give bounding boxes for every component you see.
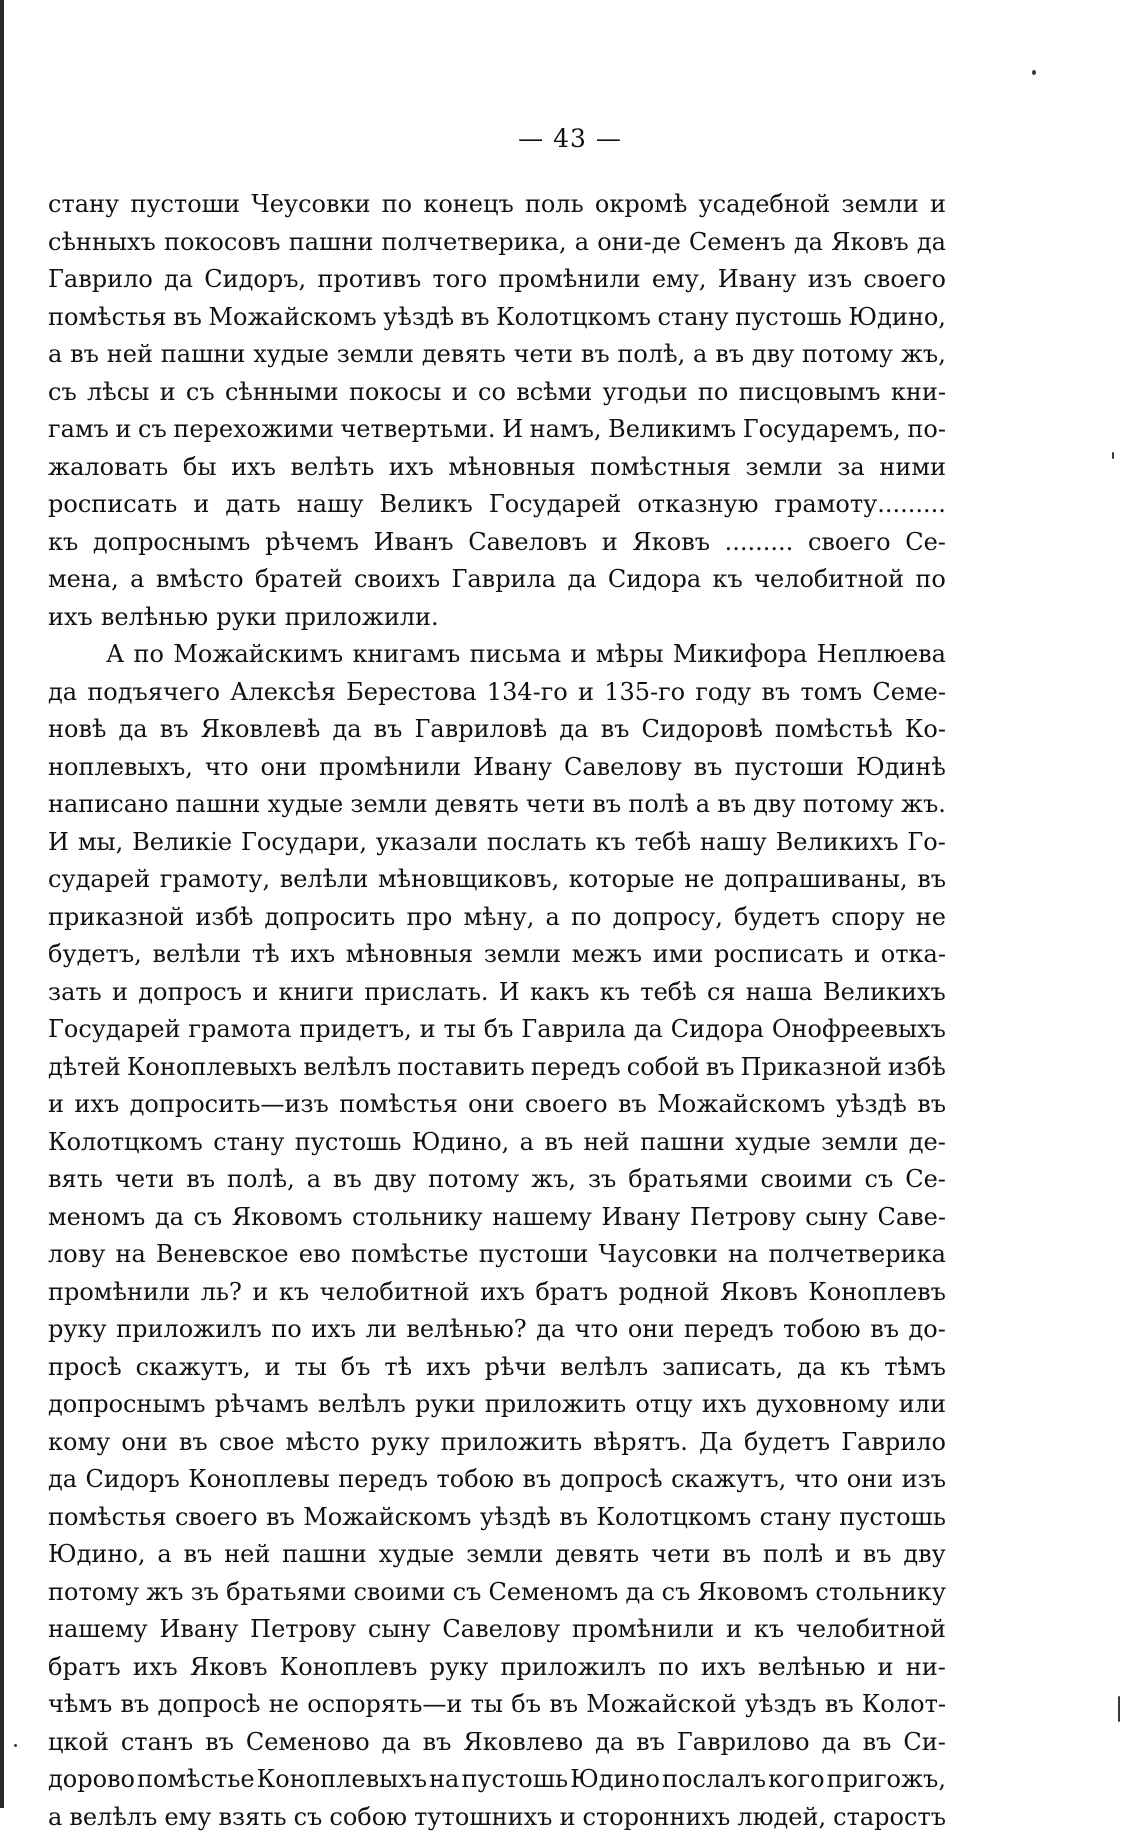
text-line: къ допроснымъ рѣчемъ Иванъ Савеловъ и Яковъ ......... своего Се- <box>48 524 946 562</box>
text-line: да Сидоръ Коноплевы передъ тобою въ допросѣ скажутъ, что они изъ <box>48 1461 946 1499</box>
text-line: помѣстья въ Можайскомъ уѣздѣ въ Колотцкомъ стану пустошь Юдино, <box>48 299 946 337</box>
text-line: цкой станъ въ Семеново да въ Яковлево да въ Гаврилово да въ Си- <box>48 1724 946 1762</box>
text-line: будетъ, велѣли тѣ ихъ мѣновныя земли межъ ими росписать и отка- <box>48 936 946 974</box>
text-line: руку приложилъ по ихъ ли велѣнью? да что они передъ тобою въ до- <box>48 1311 946 1349</box>
text-line: сударей грамоту, велѣли мѣновщиковъ, которые не допрашиваны, въ <box>48 861 946 899</box>
text-line: зать и допросъ и книги прислать. И какъ къ тебѣ ся наша Великихъ <box>48 974 946 1012</box>
text-line: допроснымъ рѣчамъ велѣлъ руки приложить отцу ихъ духовному или <box>48 1386 946 1424</box>
text-line: а велѣлъ ему взять съ собою тутошнихъ и стороннихъ людей, старостъ <box>48 1799 946 1836</box>
text-line: мена, а вмѣсто братей своихъ Гаврила да Сидора къ челобитной по <box>48 561 946 599</box>
text-line: гамъ и съ перехожими четвертьми. И намъ, Великимъ Государемъ, по- <box>48 411 946 449</box>
text-line: промѣнили ль? и къ челобитной ихъ братъ родной Яковъ Коноплевъ <box>48 1274 946 1312</box>
text-line: потому жъ зъ братьями своими съ Семеномъ да съ Яковомъ стольнику <box>48 1574 946 1612</box>
text-line: просѣ скажутъ, и ты бъ тѣ ихъ рѣчи велѣлъ записать, да къ тѣмъ <box>48 1349 946 1387</box>
text-line: ноплевыхъ, что они промѣнили Ивану Савелову въ пустоши Юдинѣ <box>48 749 946 787</box>
scan-speck <box>1112 452 1114 459</box>
text-line: лову на Веневское ево помѣстье пустоши Чаусовки на полчетверика <box>48 1236 946 1274</box>
text-line: Гаврило да Сидоръ, противъ того промѣнили ему, Ивану изъ своего <box>48 261 946 299</box>
text-line: росписать и дать нашу Великъ Государей отказную грамоту......... <box>48 486 946 524</box>
scan-speck <box>14 1744 17 1747</box>
text-line: чѣмъ въ допросѣ не оспорять—и ты бъ въ Можайской уѣздъ въ Колот- <box>48 1686 946 1724</box>
text-line: сѣнныхъ покосовъ пашни полчетверика, а они-де Семенъ да Яковъ да <box>48 224 946 262</box>
scan-speck <box>1032 70 1036 75</box>
text-line: братъ ихъ Яковъ Коноплевъ руку приложилъ по ихъ велѣнью и ни- <box>48 1649 946 1687</box>
text-line: и ихъ допросить—изъ помѣстья они своего въ Можайскомъ уѣздѣ въ <box>48 1086 946 1124</box>
text-line: стану пустоши Чеусовки по конецъ поль окромѣ усадебной земли и <box>48 186 946 224</box>
text-line: А по Можайскимъ книгамъ письма и мѣры Микифора Неплюева <box>48 636 946 674</box>
text-line: вять чети въ полѣ, а въ дву потому жъ, зъ братьями своими съ Се- <box>48 1161 946 1199</box>
text-line: съ лѣсы и съ сѣнными покосы и со всѣми угодьи по писцовымъ кни- <box>48 374 946 412</box>
scan-speck <box>1118 1696 1120 1722</box>
text-line: Колотцкомъ стану пустошь Юдино, а въ ней пашни худые земли де- <box>48 1124 946 1162</box>
text-line: И мы, Великіе Государи, указали послать къ тебѣ нашу Великихъ Го- <box>48 824 946 862</box>
page-number: — 43 — <box>0 124 1140 154</box>
text-line: кому они въ свое мѣсто руку приложить вѣрятъ. Да будетъ Гаврило <box>48 1424 946 1462</box>
text-line: нашему Ивану Петрову сыну Савелову промѣнили и къ челобитной <box>48 1611 946 1649</box>
text-line: жаловать бы ихъ велѣть ихъ мѣновныя помѣстныя земли за ними <box>48 449 946 487</box>
text-line: приказной избѣ допросить про мѣну, а по допросу, будетъ спору не <box>48 899 946 937</box>
text-line: дѣтей Коноплевыхъ велѣлъ поставить передъ собой въ Приказной избѣ <box>48 1049 946 1087</box>
text-line: Юдино, а въ ней пашни худые земли девять чети въ полѣ и въ дву <box>48 1536 946 1574</box>
text-line: новѣ да въ Яковлевѣ да въ Гавриловѣ да въ Сидоровѣ помѣстьѣ Ко- <box>48 711 946 749</box>
text-line: помѣстья своего въ Можайскомъ уѣздѣ въ Колотцкомъ стану пустошь <box>48 1499 946 1537</box>
text-line: ихъ велѣнью руки приложили. <box>48 599 946 637</box>
text-body <box>48 186 946 1836</box>
text-line: Государей грамота придетъ, и ты бъ Гаврила да Сидора Онофреевыхъ <box>48 1011 946 1049</box>
text-line: а въ ней пашни худые земли девять чети въ полѣ, а въ дву потому жъ, <box>48 336 946 374</box>
scan-edge <box>0 0 4 1808</box>
text-line: меномъ да съ Яковомъ стольнику нашему Ивану Петрову сыну Саве- <box>48 1199 946 1237</box>
text-line: да подъячего Алексѣя Берестова 134-го и 135-го году въ томъ Семе- <box>48 674 946 712</box>
text-line: дорово помѣстье Коноплевыхъ на пустошь Юдино послалъ кого пригожъ, <box>48 1761 946 1799</box>
text-line: написано пашни худые земли девять чети въ полѣ а въ дву потому жъ. <box>48 786 946 824</box>
